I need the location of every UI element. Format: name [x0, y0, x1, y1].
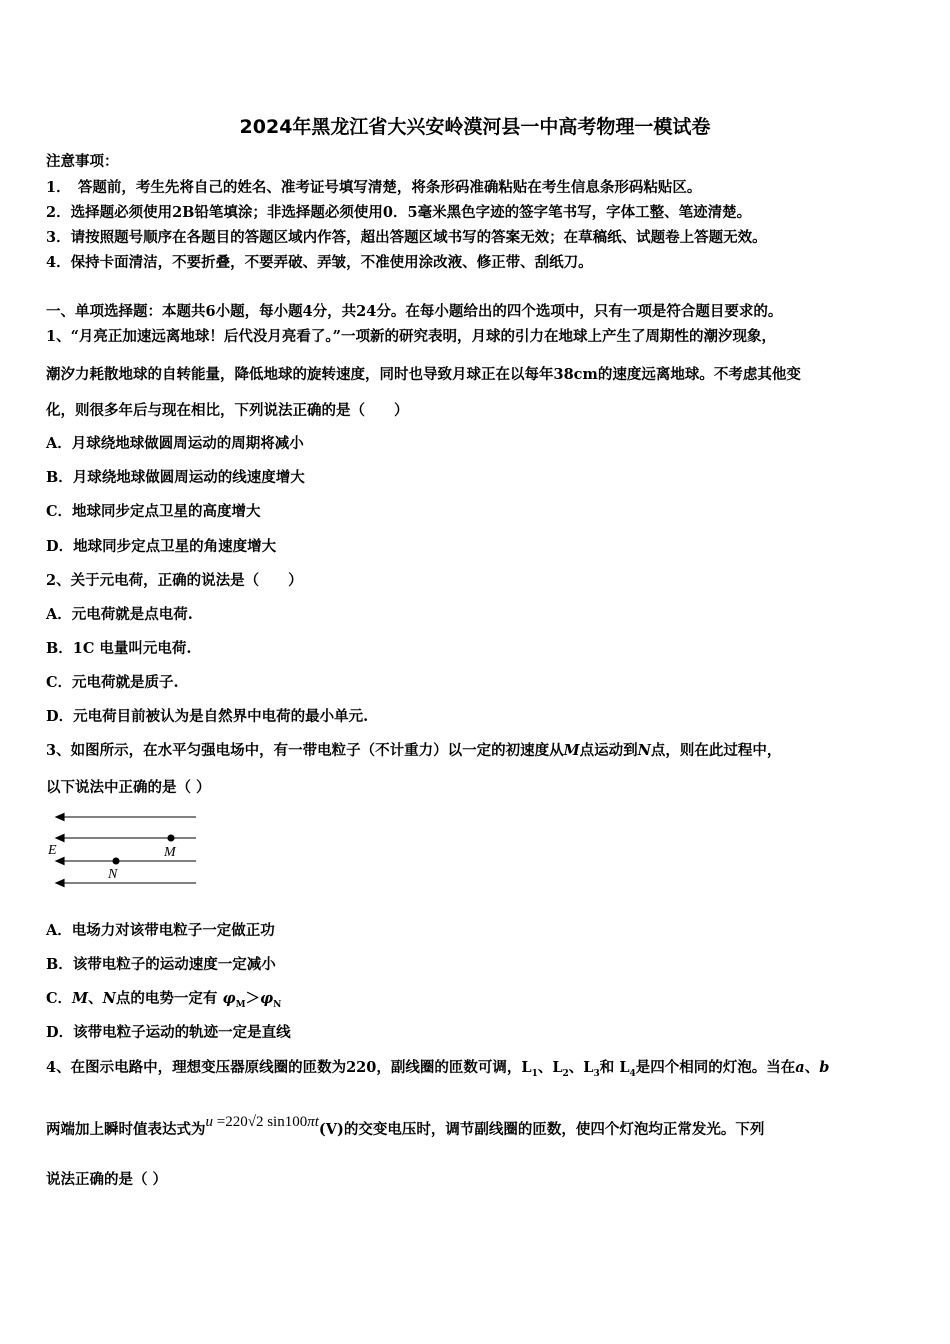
q1-option-d: D．地球同步定点卫星的角速度增大	[46, 538, 277, 555]
q1-option-b: B．月球绕地球做圆周运动的线速度增大	[46, 469, 305, 486]
label-m: M	[164, 845, 176, 860]
notice-heading: 注意事项：	[46, 153, 119, 170]
q3-option-c: C．M、N点的电势一定有 $\varphi_M>\varphi_N$	[46, 990, 282, 1010]
q3-option-a: A．电场力对该带电粒子一定做正功	[46, 922, 275, 939]
q2-option-a: A．元电荷就是点电荷.	[46, 606, 193, 623]
point-n	[113, 858, 119, 864]
q2-option-c: C．元电荷就是质子.	[46, 674, 179, 691]
notice-item-4: 4．保持卡面清洁，不要折叠，不要弄破、弄皱，不准使用涂改液、修正带、刮纸刀。	[46, 254, 593, 271]
q2-stem: 2、关于元电荷，正确的说法是（ ）	[46, 572, 303, 589]
label-n: N	[108, 867, 118, 882]
notice-item-1: 1． 答题前，考生先将自己的姓名、准考证号填写清楚，将条形码准确粘贴在考生信息条形码粘贴区。	[46, 179, 702, 196]
voltage-formula: u =220√2 sin100πt	[205, 1114, 319, 1130]
notice-item-3: 3．请按照题号顺序在各题目的答题区域内作答，超出答题区域书写的答案无效；在草稿纸、试题卷上答题无效。	[46, 229, 767, 246]
section-heading: 一、单项选择题：本题共6小题，每小题4分，共24分。在每小题给出的四个选项中，只有一项是符合题目要求的。	[46, 303, 783, 320]
q1-stem-line-1: 1、“月亮正加速远离地球！后代没月亮看了。”一项新的研究表明，月球的引力在地球上产生了周期性的潮汐现象，	[46, 328, 777, 345]
q4-stem-line-3: 说法正确的是（ ）	[46, 1171, 168, 1188]
q1-option-c: C．地球同步定点卫星的高度增大	[46, 503, 261, 520]
q1-stem-line-3: 化，则很多年后与现在相比，下列说法正确的是（ ）	[46, 402, 409, 419]
q4-stem-line-2: 两端加上瞬时值表达式为u =220√2 sin100πt(V)的交变电压时，调节副线圈的匝数，使四个灯泡均正常发光。下列	[46, 1114, 765, 1138]
field-arrow-1	[56, 814, 64, 821]
electric-field-diagram	[44, 808, 204, 892]
q2-option-d: D．元电荷目前被认为是自然界中电荷的最小单元.	[46, 708, 369, 725]
q3-option-b: B．该带电粒子的运动速度一定减小	[46, 956, 276, 973]
label-e: E	[48, 843, 57, 858]
q1-option-a: A．月球绕地球做圆周运动的周期将减小	[46, 435, 304, 452]
q3-stem-line-1: 3、如图所示，在水平匀强电场中，有一带电粒子（不计重力）以一定的初速度从M点运动到N点，则在此过程中，	[46, 742, 782, 759]
point-m	[168, 835, 174, 841]
q4-stem-line-1: 4、在图示电路中，理想变压器原线圈的匝数为220，副线圈的匝数可调，$L_1$、$L_2$、$L_3$和 $L_4$是四个相同的灯泡。当在a、b	[46, 1059, 830, 1079]
q1-stem-line-2: 潮汐力耗散地球的自转能量，降低地球的旋转速度，同时也导致月球正在以每年38cm的速度远离地球。不考虑其他变	[46, 366, 801, 383]
q3-stem-line-2: 以下说法中正确的是（ ）	[46, 779, 211, 796]
exam-title: 2024年黑龙江省大兴安岭漠河县一中高考物理一模试卷	[239, 116, 711, 138]
field-arrow-2	[56, 835, 64, 842]
notice-item-2: 2．选择题必须使用2B铅笔填涂；非选择题必须使用0．5毫米黑色字迹的签字笔书写，字体工整、笔迹清楚。	[46, 204, 752, 221]
field-arrow-4	[56, 880, 64, 887]
q3-option-d: D．该带电粒子运动的轨迹一定是直线	[46, 1024, 291, 1041]
q2-option-b: B．1C 电量叫元电荷.	[46, 640, 192, 657]
field-arrow-3	[56, 858, 64, 865]
